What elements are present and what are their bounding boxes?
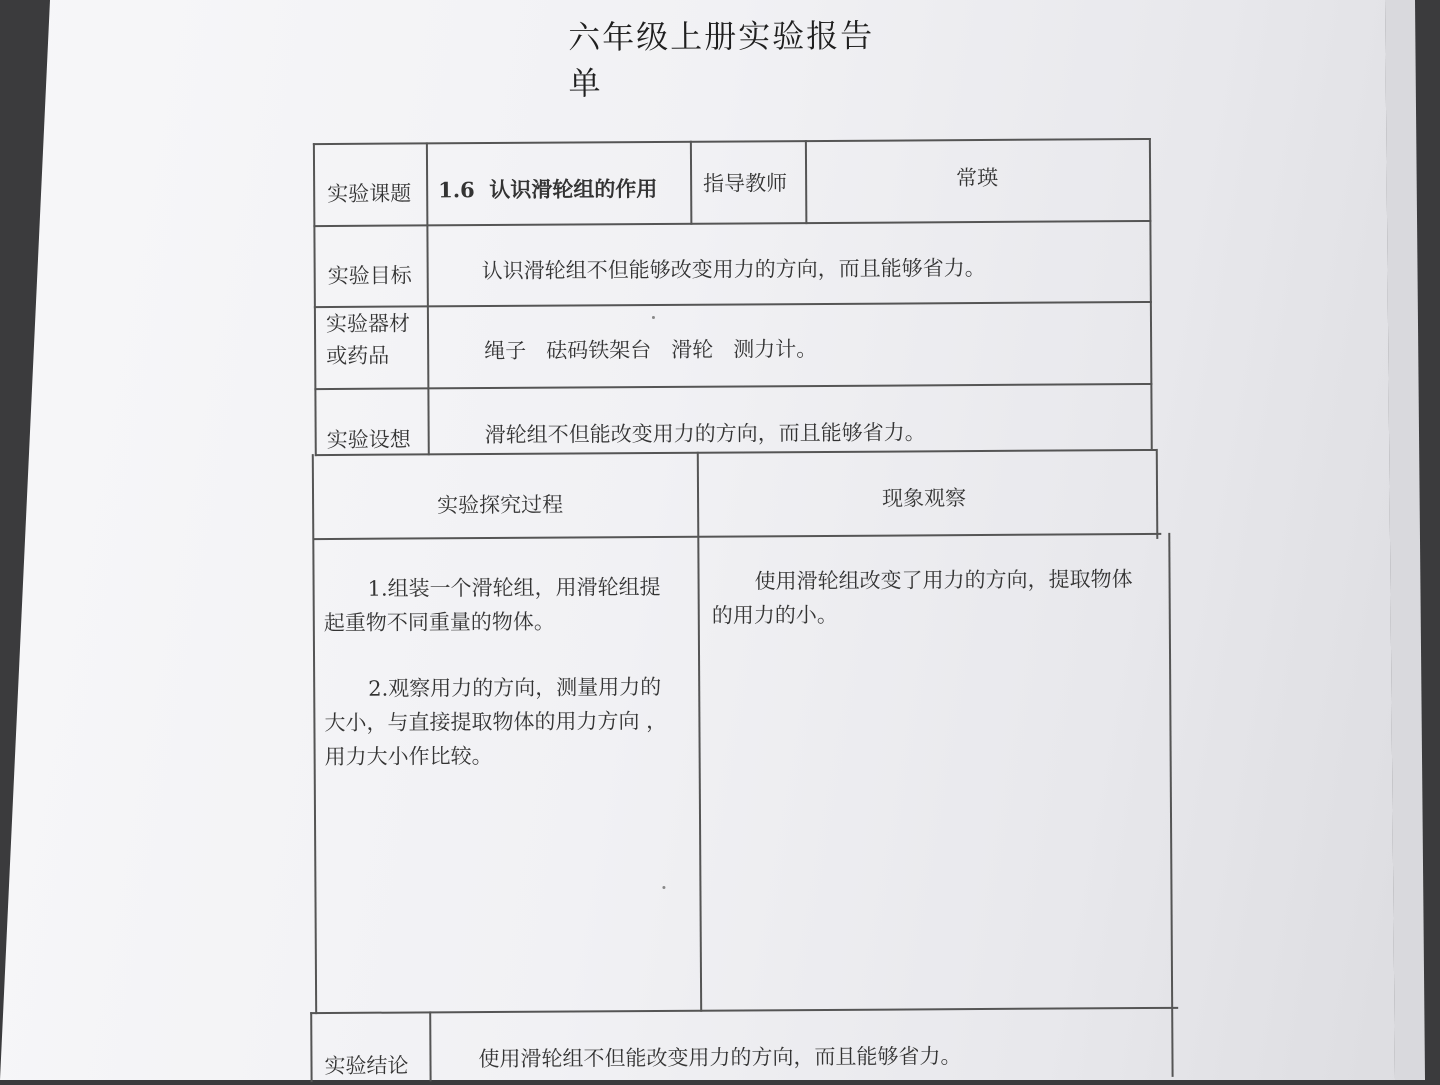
process-header: 实验探究过程: [437, 492, 564, 518]
table-rule-topic: [313, 220, 1151, 227]
process-step2-line1: 2.观察用力的方向，测量用力的: [368, 674, 662, 701]
materials-label-line1: 实验器材: [325, 311, 411, 337]
document-title: 六年级上册实验报告单: [568, 16, 875, 103]
table-border-right-upper: [1149, 138, 1153, 451]
table-col-topic-divider: [690, 141, 693, 225]
table-border-left-bottom: [310, 1012, 312, 1082]
conclusion-value: 使用滑轮组不但能改变用力的方向，而且能够省力。: [478, 1044, 962, 1072]
table-col-label-divider: [426, 142, 430, 455]
table-border-right-body: [1168, 533, 1173, 1077]
process-step1-line1: 1.组装一个滑轮组，用滑轮组提: [367, 574, 661, 601]
observation-line1: 使用滑轮组改变了用力的方向，提取物体: [754, 567, 1133, 594]
process-step2-line2: 大小，与直接提取物体的用力方向 ，: [324, 708, 668, 736]
goal-label: 实验目标: [327, 263, 412, 289]
hypothesis-label: 实验设想: [326, 427, 411, 453]
table-border-top: [313, 138, 1151, 145]
process-step2-line3: 用力大小作比较。: [324, 744, 493, 770]
materials-label-line2: 或药品: [326, 343, 390, 369]
goal-value: 认识滑轮组不但能够改变用力的方向，而且能够省力。: [481, 255, 986, 284]
topic-label: 实验课题: [327, 181, 412, 207]
process-step1-line2: 起重物不同重量的物体。: [323, 609, 555, 636]
conclusion-label: 实验结论: [324, 1053, 409, 1079]
teacher-label: 指导教师: [703, 171, 788, 196]
hypothesis-value: 滑轮组不但能改变用力的方向，而且能够省力。: [484, 420, 926, 448]
teacher-value: 常瑛: [956, 165, 999, 191]
table-border-left-upper: [313, 143, 317, 456]
stray-mark: [652, 316, 655, 319]
table-rule-materials: [314, 383, 1152, 390]
table-rule-process: [310, 1007, 1178, 1014]
topic-value: 1.6 认识滑轮组的作用: [438, 175, 658, 203]
observation-line2: 的用力的小。: [711, 602, 838, 628]
table-rule-section-header: [313, 533, 1161, 540]
table-col-teacher-divider: [805, 140, 808, 224]
observation-header: 现象观察: [881, 486, 967, 511]
table-border-right-lower: [1156, 449, 1159, 539]
materials-value: 绳子 砝码铁架台 滑轮 测力计。: [484, 337, 818, 364]
table-rule-goal: [314, 301, 1152, 308]
stray-mark: [662, 886, 665, 889]
table-col-label-divider-bottom: [429, 1011, 431, 1081]
